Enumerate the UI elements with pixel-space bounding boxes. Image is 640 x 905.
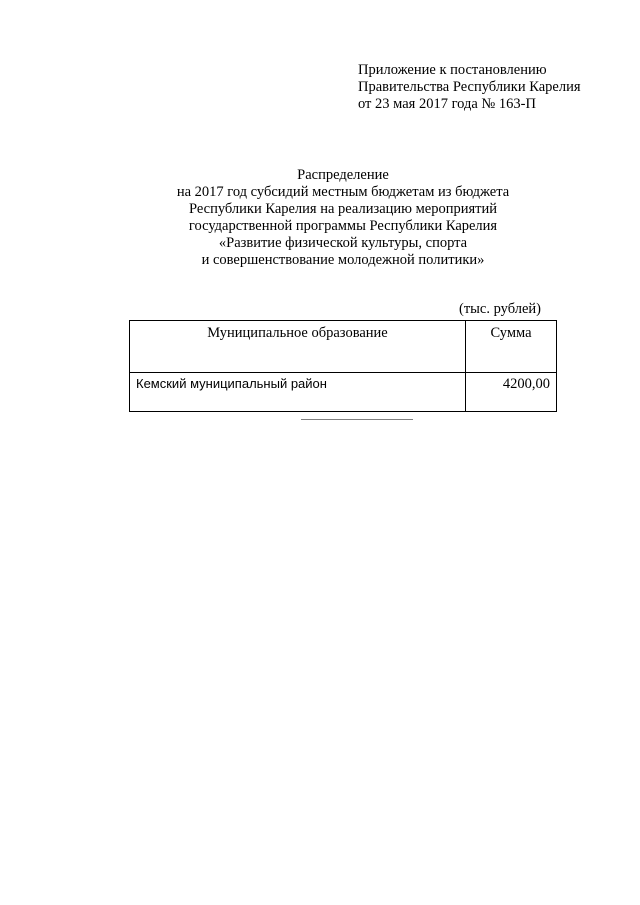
appendix-reference (358, 62, 581, 113)
cell-sum: 4200,00 (466, 373, 557, 412)
appendix-line: от 23 мая 2017 года № 163-П (358, 96, 536, 112)
table-row (130, 373, 557, 412)
separator-line (301, 419, 413, 420)
cell-municipality: Кемский муниципальный район (130, 373, 466, 412)
title-line: «Развитие физической культуры, спорта (218, 235, 468, 251)
table-header-row (130, 321, 557, 373)
distribution-table (129, 320, 557, 412)
document-title (0, 167, 640, 269)
appendix-line: Правительства Республики Карелия (358, 79, 581, 95)
title-line: Распределение (297, 167, 389, 183)
appendix-line: Приложение к постановлению (358, 62, 547, 78)
title-line: и совершенствование молодежной политики» (201, 252, 485, 268)
units-label: (тыс. рублей) (459, 301, 541, 317)
header-sum: Сумма (466, 321, 557, 373)
header-municipality: Муниципальное образование (130, 321, 466, 373)
title-line: на 2017 год субсидий местным бюджетам из бюджета (176, 184, 510, 200)
title-line: государственной программы Республики Карелия (188, 218, 498, 234)
title-line: Республики Карелия на реализацию мероприятий (188, 201, 498, 217)
